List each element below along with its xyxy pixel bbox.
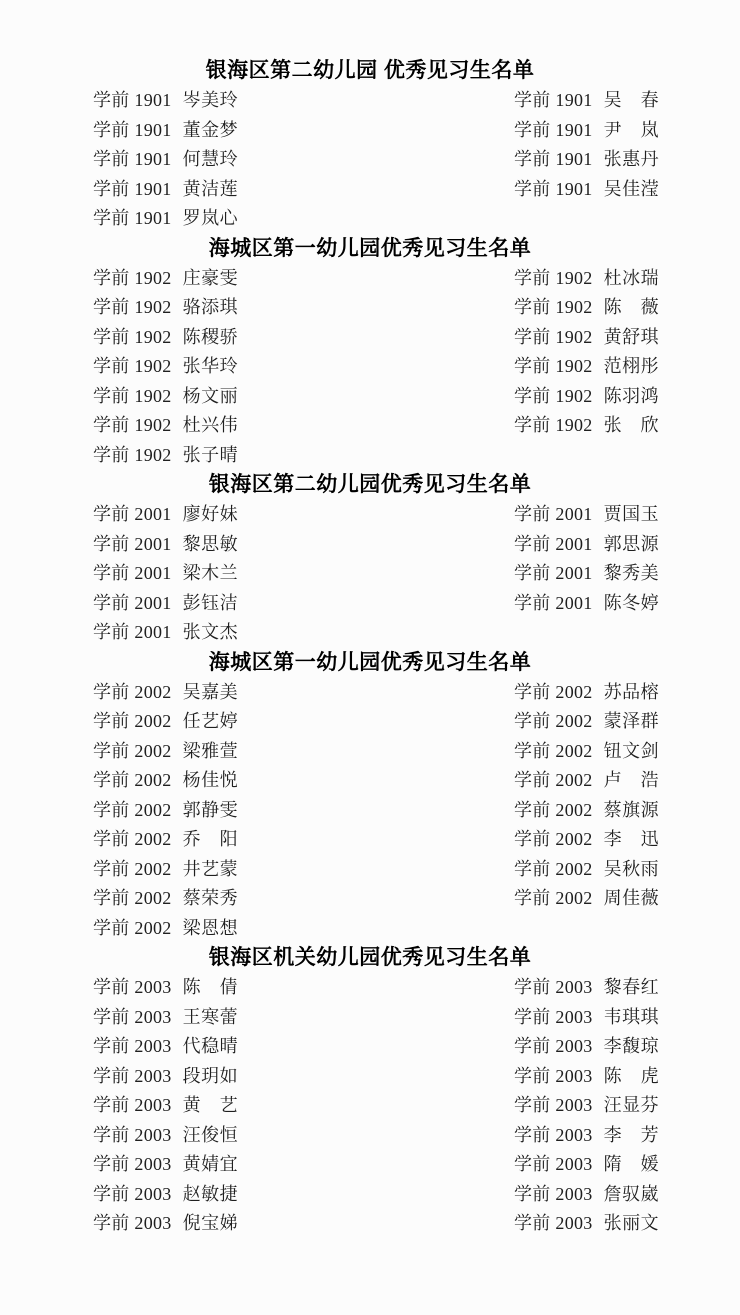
list-cell-left — [0, 145, 370, 175]
list-row — [0, 737, 740, 767]
class-label: 学前 2003 — [514, 1036, 593, 1056]
student-name: 郭思源 — [603, 533, 660, 554]
class-label: 学前 1901 — [514, 119, 593, 140]
class-label: 学前 2003 — [93, 1213, 172, 1233]
student-name: 隋 媛 — [603, 1154, 660, 1174]
student-name: 蔡荣秀 — [182, 888, 239, 908]
list-cell-left — [0, 825, 370, 855]
class-label: 学前 1901 — [514, 178, 593, 199]
class-label: 学前 2002 — [93, 829, 172, 849]
class-label: 学前 2002 — [93, 917, 172, 938]
list-row — [0, 293, 740, 323]
student-name: 黄洁莲 — [182, 178, 239, 199]
class-label: 学前 2003 — [93, 1006, 172, 1027]
student-name: 黄婧宜 — [182, 1154, 239, 1174]
student-name: 李 迅 — [603, 829, 660, 849]
class-label: 学前 2001 — [93, 622, 172, 642]
class-label: 学前 2002 — [514, 799, 593, 820]
student-name: 吴佳滢 — [603, 178, 660, 199]
list-row — [0, 382, 740, 412]
student-name: 杨佳悦 — [182, 770, 239, 790]
list-cell-left — [0, 441, 370, 471]
list-cell-left — [0, 1121, 370, 1151]
section-title: 海城区第一幼儿园优秀见习生名单 — [208, 650, 532, 674]
list-cell-right — [370, 441, 740, 471]
list-cell-left — [0, 323, 370, 353]
student-name: 井艺蒙 — [182, 858, 239, 879]
list-row — [0, 1091, 740, 1121]
class-label: 学前 1902 — [514, 356, 593, 376]
list-row — [0, 411, 740, 441]
list-cell-left — [0, 766, 370, 796]
student-name: 张惠丹 — [603, 149, 660, 169]
class-label: 学前 2002 — [514, 888, 593, 908]
student-name: 庄豪雯 — [182, 267, 239, 288]
list-cell-left — [0, 796, 370, 826]
list-cell-right — [370, 973, 740, 1003]
student-name: 卢 浩 — [603, 770, 660, 790]
class-label: 学前 1902 — [514, 297, 593, 317]
class-label: 学前 1901 — [93, 90, 172, 110]
list-row — [0, 145, 740, 175]
list-row — [0, 914, 740, 944]
class-label: 学前 2002 — [93, 681, 172, 702]
class-label: 学前 2003 — [514, 1183, 593, 1204]
class-label: 学前 1901 — [93, 119, 172, 140]
list-cell-left — [0, 1003, 370, 1033]
class-label: 学前 1901 — [514, 149, 593, 169]
student-name: 黎春红 — [603, 977, 660, 997]
class-label: 学前 1902 — [93, 356, 172, 376]
list-row — [0, 1150, 740, 1180]
list-cell-left — [0, 737, 370, 767]
student-name: 杨文丽 — [182, 385, 239, 406]
class-label: 学前 2003 — [514, 977, 593, 997]
list-cell-right — [370, 204, 740, 234]
list-cell-right — [370, 766, 740, 796]
list-cell-left — [0, 352, 370, 382]
list-cell-right — [370, 559, 740, 589]
student-name: 乔 阳 — [182, 829, 239, 849]
student-name: 汪显芬 — [603, 1095, 660, 1115]
student-name: 吴 春 — [603, 90, 660, 110]
list-cell-right — [370, 1091, 740, 1121]
class-label: 学前 2001 — [514, 592, 593, 613]
list-cell-right — [370, 264, 740, 294]
list-row — [0, 1180, 740, 1210]
class-label: 学前 1902 — [514, 385, 593, 406]
student-name: 杜兴伟 — [182, 415, 239, 435]
class-label: 学前 2003 — [514, 1124, 593, 1145]
section-title: 银海区第二幼儿园优秀见习生名单 — [208, 473, 532, 496]
class-label: 学前 2002 — [514, 681, 593, 702]
student-name: 廖好妹 — [182, 504, 239, 524]
class-label: 学前 2002 — [93, 888, 172, 908]
class-label: 学前 2003 — [514, 1065, 593, 1086]
student-name: 苏品榕 — [603, 681, 660, 702]
student-name: 段玥如 — [182, 1065, 239, 1086]
class-label: 学前 2003 — [514, 1006, 593, 1027]
list-cell-right — [370, 1180, 740, 1210]
list-cell-right — [370, 855, 740, 885]
student-name: 陈 虎 — [603, 1065, 660, 1086]
student-name: 陈稷骄 — [182, 326, 239, 347]
class-label: 学前 2003 — [93, 1124, 172, 1145]
class-label: 学前 1902 — [514, 415, 593, 435]
list-row — [0, 1121, 740, 1151]
student-name: 詹驭崴 — [603, 1183, 660, 1204]
class-label: 学前 1902 — [93, 444, 172, 465]
class-label: 学前 2003 — [93, 1036, 172, 1056]
list-cell-right — [370, 914, 740, 944]
class-label: 学前 2002 — [514, 858, 593, 879]
student-name: 黄舒琪 — [603, 326, 660, 347]
class-label: 学前 2001 — [93, 592, 172, 613]
student-name: 陈 薇 — [603, 297, 660, 317]
list-cell-left — [0, 411, 370, 441]
list-cell-right — [370, 678, 740, 708]
student-name: 赵敏捷 — [182, 1183, 239, 1204]
list-cell-left — [0, 1032, 370, 1062]
student-name: 蔡旗源 — [603, 799, 660, 820]
student-name: 周佳薇 — [603, 888, 660, 908]
student-name: 韦琪琪 — [603, 1006, 660, 1027]
list-cell-right — [370, 175, 740, 205]
list-cell-right — [370, 1121, 740, 1151]
list-row — [0, 559, 740, 589]
class-label: 学前 2003 — [514, 1213, 593, 1233]
list-row — [0, 86, 740, 116]
list-cell-right — [370, 884, 740, 914]
list-row — [0, 766, 740, 796]
list-cell-left — [0, 1180, 370, 1210]
student-name: 任艺婷 — [182, 711, 239, 731]
class-label: 学前 1902 — [514, 326, 593, 347]
list-row — [0, 352, 740, 382]
class-label: 学前 2003 — [514, 1154, 593, 1174]
student-name: 王寒蕾 — [182, 1006, 239, 1027]
list-cell-left — [0, 500, 370, 530]
list-cell-left — [0, 293, 370, 323]
list-cell-left — [0, 1091, 370, 1121]
student-name: 彭钰洁 — [182, 592, 239, 613]
class-label: 学前 2001 — [93, 504, 172, 524]
student-name: 黎秀美 — [603, 563, 660, 583]
list-cell-left — [0, 382, 370, 412]
student-name: 汪俊恒 — [182, 1124, 239, 1145]
list-cell-left — [0, 1209, 370, 1239]
student-name: 张子晴 — [182, 444, 239, 465]
class-label: 学前 2003 — [514, 1095, 593, 1115]
student-name: 陈羽鸿 — [603, 385, 660, 406]
student-name: 何慧玲 — [182, 149, 239, 169]
list-cell-left — [0, 1150, 370, 1180]
list-row — [0, 589, 740, 619]
list-row — [0, 796, 740, 826]
class-label: 学前 2001 — [93, 533, 172, 554]
student-name: 岑美玲 — [182, 90, 239, 110]
list-cell-left — [0, 559, 370, 589]
list-cell-right — [370, 116, 740, 146]
list-cell-left — [0, 678, 370, 708]
student-name: 李 芳 — [603, 1124, 660, 1145]
list-cell-left — [0, 589, 370, 619]
list-row — [0, 1003, 740, 1033]
class-label: 学前 1902 — [93, 326, 172, 347]
list-cell-left — [0, 914, 370, 944]
list-cell-right — [370, 1003, 740, 1033]
student-name: 贾国玉 — [603, 504, 660, 524]
list-row — [0, 175, 740, 205]
class-label: 学前 2001 — [514, 504, 593, 524]
list-cell-right — [370, 86, 740, 116]
list-cell-right — [370, 1150, 740, 1180]
list-cell-left — [0, 707, 370, 737]
list-cell-right — [370, 1032, 740, 1062]
class-label: 学前 2002 — [93, 740, 172, 761]
list-cell-right — [370, 1062, 740, 1092]
class-label: 学前 1902 — [93, 385, 172, 406]
section-title: 海城区第一幼儿园优秀见习生名单 — [208, 236, 532, 260]
list-cell-left — [0, 116, 370, 146]
list-cell-right — [370, 145, 740, 175]
class-label: 学前 2001 — [514, 533, 593, 554]
list-row — [0, 204, 740, 234]
student-name: 尹 岚 — [603, 119, 660, 140]
student-name: 蒙泽群 — [603, 711, 660, 731]
class-label: 学前 2002 — [514, 770, 593, 790]
list-row — [0, 441, 740, 471]
class-label: 学前 2002 — [514, 740, 593, 761]
list-row — [0, 264, 740, 294]
list-cell-right — [370, 323, 740, 353]
list-row — [0, 825, 740, 855]
student-name: 张 欣 — [603, 415, 660, 435]
class-label: 学前 2001 — [514, 563, 593, 583]
list-cell-right — [370, 618, 740, 648]
class-label: 学前 1902 — [514, 267, 593, 288]
student-name: 范栩彤 — [603, 356, 660, 376]
class-label: 学前 2003 — [93, 1095, 172, 1115]
list-cell-left — [0, 855, 370, 885]
list-row — [0, 884, 740, 914]
class-label: 学前 1902 — [93, 415, 172, 435]
list-cell-right — [370, 382, 740, 412]
class-label: 学前 1901 — [93, 149, 172, 169]
class-label: 学前 1901 — [93, 208, 172, 228]
student-name: 代稳晴 — [182, 1036, 239, 1056]
list-cell-left — [0, 175, 370, 205]
class-label: 学前 1901 — [93, 178, 172, 199]
class-label: 学前 2003 — [93, 1183, 172, 1204]
list-row — [0, 973, 740, 1003]
class-label: 学前 2002 — [514, 711, 593, 731]
list-cell-right — [370, 1209, 740, 1239]
class-label: 学前 2002 — [93, 799, 172, 820]
list-row — [0, 116, 740, 146]
class-label: 学前 2002 — [93, 858, 172, 879]
list-cell-left — [0, 618, 370, 648]
student-name: 罗岚心 — [182, 208, 239, 228]
student-name: 陈冬婷 — [603, 592, 660, 613]
list-cell-right — [370, 500, 740, 530]
list-row — [0, 707, 740, 737]
student-name: 董金梦 — [182, 119, 239, 140]
list-row — [0, 855, 740, 885]
student-name: 骆添琪 — [182, 297, 239, 317]
student-name: 钮文剑 — [603, 740, 660, 761]
student-name: 郭静雯 — [182, 799, 239, 820]
class-label: 学前 2003 — [93, 1154, 172, 1174]
list-cell-right — [370, 411, 740, 441]
student-name: 倪宝娣 — [182, 1213, 239, 1233]
class-label: 学前 2001 — [93, 563, 172, 583]
class-label: 学前 1902 — [93, 267, 172, 288]
list-row — [0, 1209, 740, 1239]
list-row — [0, 1062, 740, 1092]
student-name: 张文杰 — [182, 622, 239, 642]
list-row — [0, 1032, 740, 1062]
list-cell-left — [0, 264, 370, 294]
list-cell-right — [370, 707, 740, 737]
class-label: 学前 1901 — [514, 90, 593, 110]
student-name: 黄 艺 — [182, 1095, 239, 1115]
list-cell-left — [0, 973, 370, 1003]
student-name: 梁木兰 — [182, 563, 239, 583]
student-name: 梁恩想 — [182, 917, 239, 938]
list-cell-right — [370, 293, 740, 323]
list-cell-right — [370, 796, 740, 826]
student-name: 张丽文 — [603, 1213, 660, 1233]
list-cell-right — [370, 589, 740, 619]
class-label: 学前 2003 — [93, 977, 172, 997]
list-row — [0, 500, 740, 530]
list-cell-left — [0, 530, 370, 560]
class-label: 学前 2002 — [93, 770, 172, 790]
list-row — [0, 618, 740, 648]
list-cell-right — [370, 352, 740, 382]
list-cell-left — [0, 884, 370, 914]
student-name: 杜冰瑞 — [603, 267, 660, 288]
list-cell-left — [0, 1062, 370, 1092]
student-name: 张华玲 — [182, 356, 239, 376]
section-title: 银海区第二幼儿园 优秀见习生名单 — [205, 59, 535, 82]
list-row — [0, 678, 740, 708]
list-row — [0, 530, 740, 560]
list-cell-right — [370, 825, 740, 855]
list-cell-left — [0, 86, 370, 116]
student-name: 陈 倩 — [182, 977, 239, 997]
name-list-sections — [0, 56, 740, 1239]
class-label: 学前 2002 — [93, 711, 172, 731]
student-name: 吴嘉美 — [182, 681, 239, 702]
class-label: 学前 2002 — [514, 829, 593, 849]
list-row — [0, 323, 740, 353]
list-cell-right — [370, 737, 740, 767]
student-name: 黎思敏 — [182, 533, 239, 554]
class-label: 学前 2003 — [93, 1065, 172, 1086]
list-cell-right — [370, 530, 740, 560]
student-name: 梁雅萱 — [182, 740, 239, 761]
student-name: 李馥琼 — [603, 1036, 660, 1056]
list-cell-left — [0, 204, 370, 234]
section-title: 银海区机关幼儿园优秀见习生名单 — [208, 946, 532, 969]
student-name: 吴秋雨 — [603, 858, 660, 879]
class-label: 学前 1902 — [93, 297, 172, 317]
